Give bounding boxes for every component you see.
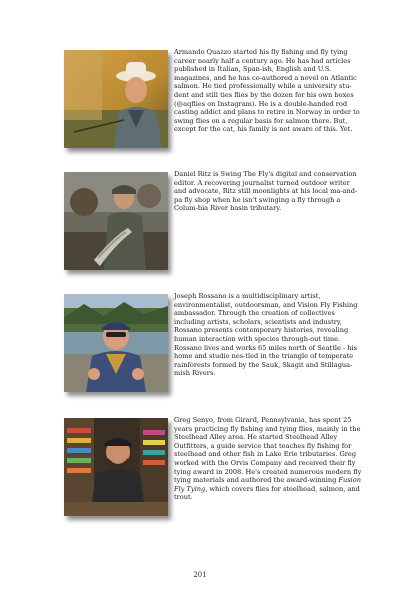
photo-man-in-fly-shop bbox=[64, 418, 168, 516]
book-title: Fusion Fly Tying bbox=[174, 476, 361, 493]
photo-angler-holding-fish bbox=[64, 172, 168, 270]
contributor-photo-greg-senyo bbox=[64, 418, 168, 516]
bio-text-part: Greg Senyo, from Girard, Pennsylvania, has spent 25 years practicing fly fishing and tying flies, mainly in the Steelhead Alley area. He started Steelhead Alley Outfitters, a guide service that teaches fly fishing for steelhead and other fish in Lake Erie tributaries. Greg worked with the Orvis Company and received their fly tying award in 2008. He's created numerous modern fly tying materials and authored the award-winning bbox=[174, 416, 362, 485]
contributor-photo-joseph-rossano bbox=[64, 294, 168, 392]
contributor-photo-armando-quazzo bbox=[64, 50, 168, 148]
contributor-photo-daniel-ritz bbox=[64, 172, 168, 270]
bio-text: Armando Quazzo started his fly fishing and fly tying career nearly half a century ago. He has had articles published in Italian, Span-ish, English and U.S. magazines, and he has co-authored a novel on Atlantic salmon. He tied professionally while a university stu-dent and still ties flies by the dozen for his own boxes (@aqflies on Instagram). He is a double-handed rod casting addict and plans to retire in Norway in order to swing flies on a regular basis for salmon there. But, except for the cat, his family is not aware of this. Yet. bbox=[174, 48, 360, 134]
bio-text: Joseph Rossano is a multidisciplinary artist, environmentalist, outdoorsman, and Vision Fly Fishing ambassador. Through the creation of collectives including artists, scholars, scientists and industry, Rossano presents contemporary histories, revealing human interaction with species through-out time. Rossano lives and works 65 miles north of Seattle - his home and studio nes-tled in the triangle of temperate rainforests formed by the Sauk, Skagit and Stillagua-mish Rivers. bbox=[174, 292, 358, 378]
page-number: 201 bbox=[193, 571, 207, 579]
bio-text-part: , which covers flies for steelhead, salmon, and trout. bbox=[174, 484, 360, 502]
photo-smiling-man-by-river bbox=[64, 294, 168, 392]
bio-text: Daniel Ritz is Swing The Fly's digital and conservation editor. A recovering journalist turned outdoor writer and advocate, Ritz still moonlights at his local ma-and-pa fly shop when he isn't swinging a fly through a Colum-bia River basin tributary. bbox=[174, 170, 358, 213]
bio-text bbox=[174, 416, 364, 502]
photo-man-with-hat-in-field bbox=[64, 50, 168, 148]
